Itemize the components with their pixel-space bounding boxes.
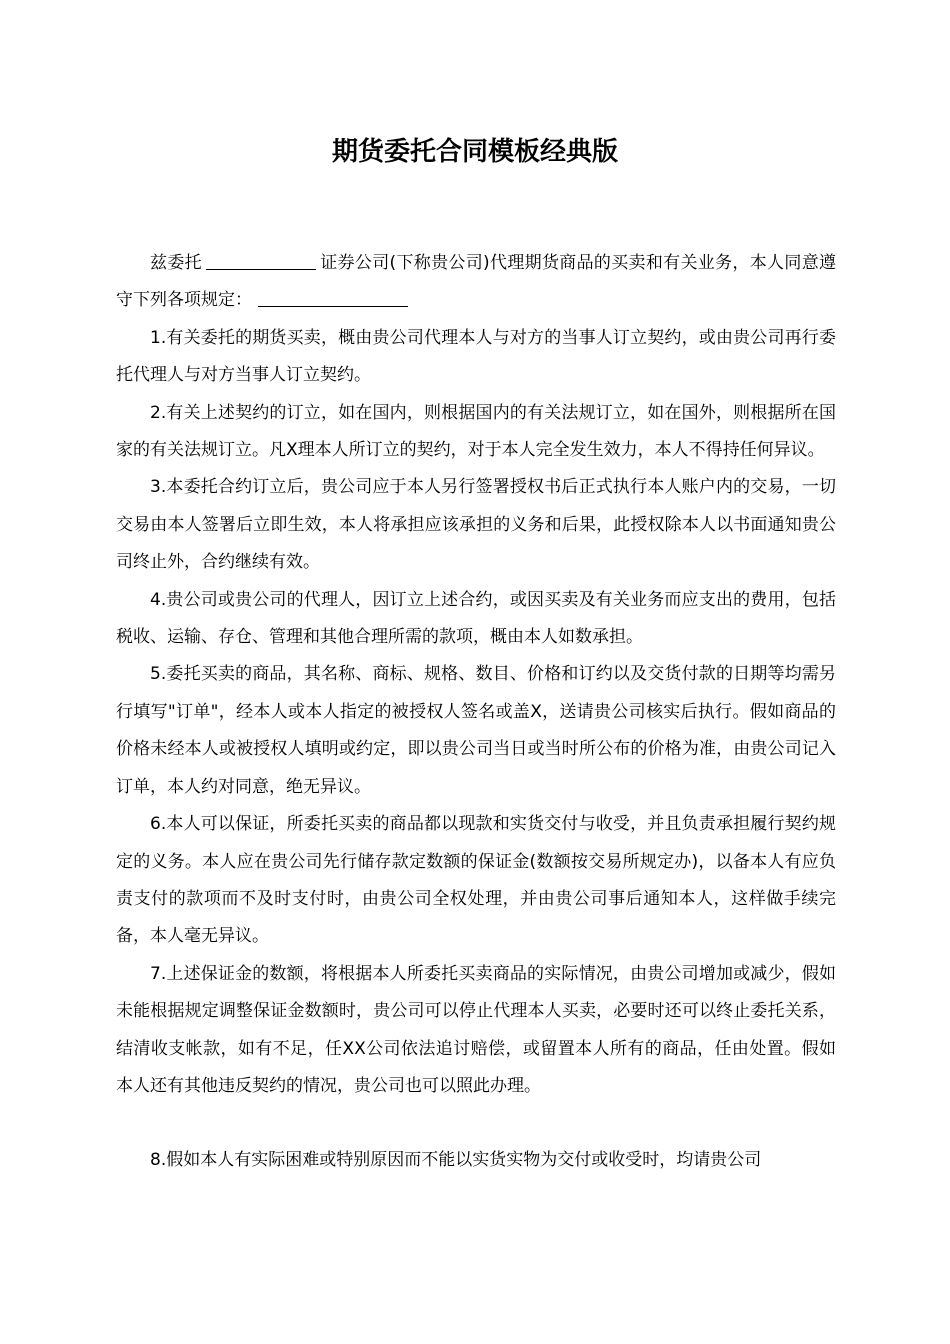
clause-3: 3.本委托合约订立后，贵公司应于本人另行签署授权书后正式执行本人账户内的交易，一切交易由本人签署后立即生效，本人将承担应该承担的义务和后果，此授权除本人以书面通知贵公司终止外，合约继续有效。 xyxy=(116,477,836,573)
clause-6: 6.本人可以保证，所委托买卖的商品都以现款和实货交付与收受，并且负责承担履行契约规定的义务。本人应在贵公司先行储存款定数额的保证金(数额按交易所规定办)，以备本人有应负责支付的款项而不及时支付时，由贵公司全权处理，并由贵公司事后通知本人，这样做手续完备，本人毫无异议。 xyxy=(116,814,836,947)
intro-text-end: 证券公司(下称贵公司)代理期货商品的买卖和有关业务，本人同意遵守下列各项规定： xyxy=(116,253,837,311)
clause-7: 7.上述保证金的数额，将根据本人所委托买卖商品的实际情况，由贵公司增加或减少，假如未能根据规定调整保证金数额时，贵公司可以停止代理本人买卖，必要时还可以终止委托关系，结清收支帐款，如有不足，任XX公司依法追讨赔偿，或留置本人所有的商品，任由处置。假如本人还有其他违反契约的情况，贵公司也可以照此办理。 xyxy=(116,963,836,1096)
document-body xyxy=(116,245,836,1180)
signature-blank xyxy=(258,288,408,307)
clause-8: 8.假如本人有实际困难或特别原因而不能以实货实物为交付或收受时，均请贵公司 xyxy=(150,1150,762,1171)
intro-paragraph xyxy=(116,245,836,320)
intro-text-start: 兹委托 xyxy=(150,253,202,273)
company-name-blank xyxy=(206,251,316,270)
clause-5: 5.委托买卖的商品，其名称、商标、规格、数目、价格和订约以及交货付款的日期等均需另行填写"订单"，经本人或本人指定的被授权人签名或盖X，送请贵公司核实后执行。假如商品的价格未经本人或被授权人填明或约定，即以贵公司当日或当时所公布的价格为准，由贵公司记入订单，本人约对同意，绝无异议。 xyxy=(116,664,836,797)
clause-2: 2.有关上述契约的订立，如在国内，则根据国内的有关法规订立，如在国外，则根据所在国家的有关法规订立。凡X理本人所订立的契约，对于本人完全发生效力，本人不得持任何异议。 xyxy=(116,402,836,461)
clause-4: 4.贵公司或贵公司的代理人，因订立上述合约，或因买卖及有关业务而应支出的费用，包括税收、运输、存仓、管理和其他合理所需的款项，概由本人如数承担。 xyxy=(116,589,836,648)
clause-1: 1.有关委托的期货买卖，概由贵公司代理本人与对方的当事人订立契约，或由贵公司再行委托代理人与对方当事人订立契约。 xyxy=(116,327,836,386)
document-title: 期货委托合同模板经典版 xyxy=(331,137,618,167)
